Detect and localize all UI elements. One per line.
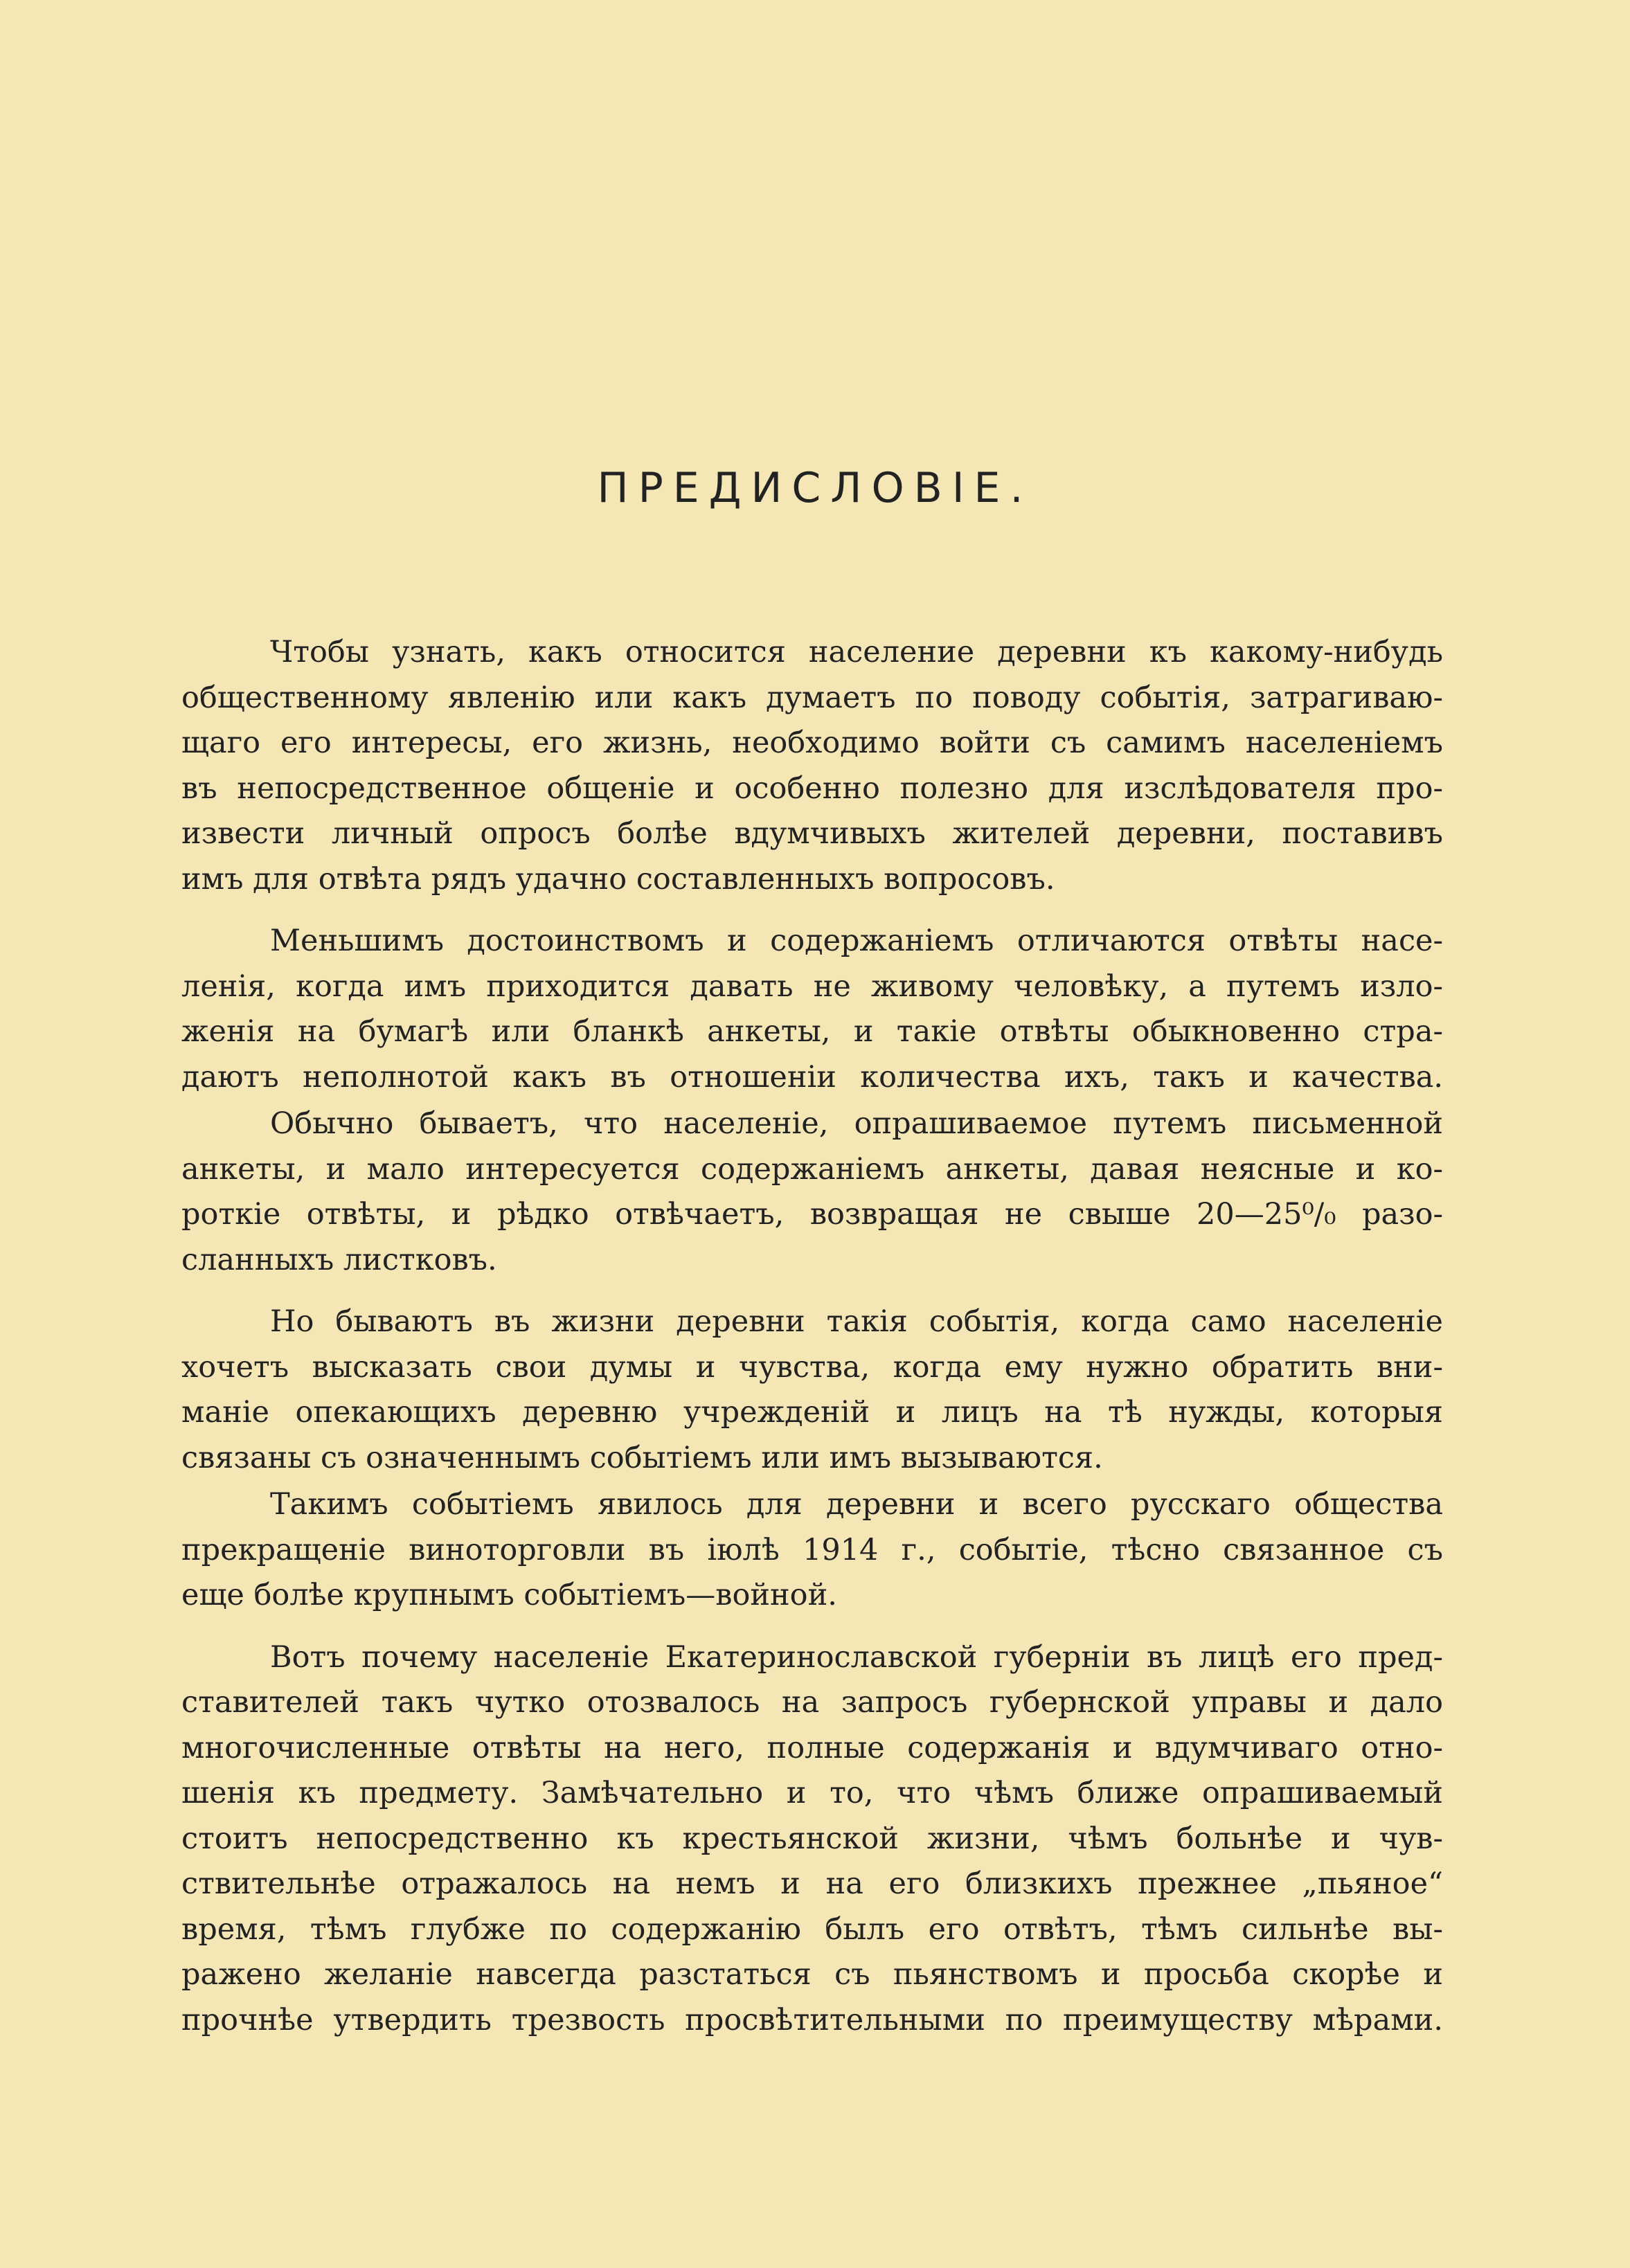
text-line: Но бываютъ въ жизни деревни такія событія, когда само населеніе: [270, 1304, 1443, 1339]
paragraph-3: [181, 1101, 1443, 1283]
text-line: Такимъ событіемъ явилось для деревни и всего русскаго общества: [270, 1487, 1443, 1522]
text-line: ствительнѣе отражалось на немъ и на его близкихъ прежнее „пьяное“: [181, 1866, 1443, 1901]
text-line: сланныхъ листковъ.: [181, 1242, 497, 1277]
document-body: [181, 630, 1443, 2043]
text-line: Меньшимъ достоинствомъ и содержаніемъ отличаются отвѣты насе-: [270, 924, 1443, 958]
text-line: время, тѣмъ глубже по содержанію былъ его отвѣтъ, тѣмъ сильнѣе вы-: [181, 1911, 1443, 1947]
paragraph-1: [181, 630, 1443, 902]
paragraph-6: [181, 1635, 1443, 2044]
text-line: общественному явленію или какъ думаетъ по поводу событія, затрагиваю-: [181, 680, 1443, 715]
text-line: прекращеніе виноторговли въ іюлѣ 1914 г., событіе, тѣсно связанное съ: [181, 1532, 1443, 1567]
paragraph-2: [181, 919, 1443, 1100]
text-line: даютъ неполнотой какъ въ отношеніи количества ихъ, такъ и качества.: [181, 1059, 1443, 1095]
text-line: въ непосредственное общеніе и особенно полезно для изслѣдователя про-: [181, 771, 1443, 806]
text-line: многочисленные отвѣты на него, полные содержанія и вдумчиваго отно-: [181, 1730, 1443, 1765]
text-line: еще болѣе крупнымъ событіемъ—войной.: [181, 1578, 837, 1612]
page-title: ПРЕДИСЛОВІЕ.: [597, 464, 1033, 512]
paragraph-4: [181, 1299, 1443, 1481]
text-line: маніе опекающихъ деревню учрежденій и лицъ на тѣ нужды, которыя: [181, 1395, 1443, 1430]
text-line: женія на бумагѣ или бланкѣ анкеты, и такіе отвѣты обыкновенно стра-: [181, 1014, 1443, 1049]
text-line: Чтобы узнать, какъ относится население деревни къ какому-нибудь: [270, 635, 1443, 669]
text-line: стоитъ непосредственно къ крестьянской жизни, чѣмъ больнѣе и чув-: [181, 1821, 1443, 1856]
text-line: хочетъ высказать свои думы и чувства, когда ему нужно обратить вни-: [181, 1349, 1443, 1385]
text-line: Вотъ почему населеніе Екатеринославской губерніи въ лицѣ его пред-: [270, 1639, 1443, 1675]
text-line: анкеты, и мало интересуется содержаніемъ анкеты, давая неясные и ко-: [181, 1151, 1443, 1187]
text-line: ражено желаніе навсегда разстаться съ пьянствомъ и просьба скорѣе и: [181, 1957, 1443, 1992]
text-line: ставителей такъ чутко отозвалось на запросъ губернской управы и дало: [181, 1685, 1443, 1720]
text-line: извести личный опросъ болѣе вдумчивыхъ жителей деревни, поставивъ: [181, 816, 1443, 851]
text-line: шенія къ предмету. Замѣчательно и то, что чѣмъ ближе опрашиваемый: [181, 1776, 1443, 1810]
text-line: прочнѣе утвердить трезвость просвѣтительными по преимуществу мѣрами.: [181, 2002, 1443, 2037]
paragraph-5: [181, 1482, 1443, 1619]
text-line: роткіе отвѣты, и рѣдко отвѣчаетъ, возвращая не свыше 20—25⁰/₀ разо-: [181, 1197, 1443, 1232]
text-line: имъ для отвѣта рядъ удачно составленныхъ вопросовъ.: [181, 861, 1055, 897]
text-line: щаго его интересы, его жизнь, необходимо войти съ самимъ населеніемъ: [181, 726, 1443, 760]
text-line: Обычно бываетъ, что населеніе, опрашиваемое путемъ письменной: [270, 1106, 1443, 1141]
text-line: ленія, когда имъ приходится давать не живому человѣку, а путемъ изло-: [181, 969, 1443, 1004]
text-line: связаны съ означеннымъ событіемъ или имъ вызываются.: [181, 1440, 1103, 1475]
